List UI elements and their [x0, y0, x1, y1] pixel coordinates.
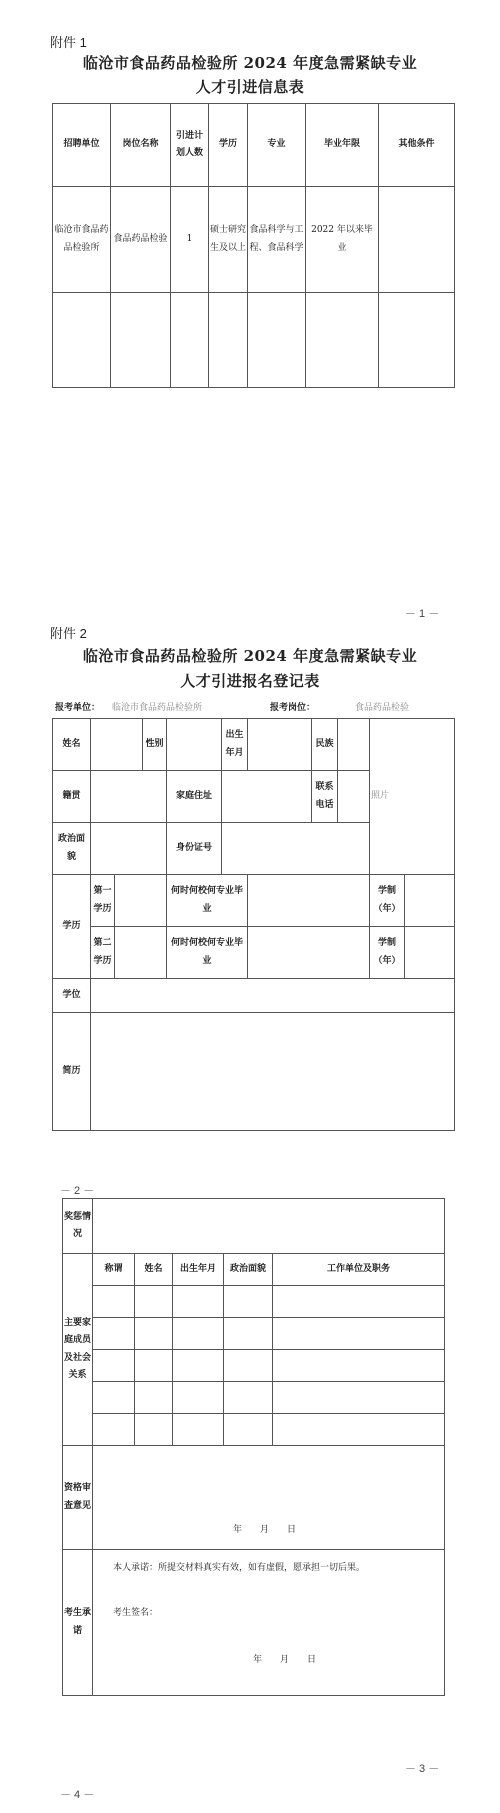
- family-cell: [273, 1286, 445, 1318]
- label-education: 学历: [53, 875, 91, 979]
- family-cell: [135, 1318, 173, 1350]
- page-number-1: － 1 －: [405, 608, 440, 620]
- label-resume: 简历: [53, 1013, 91, 1131]
- header-post: 岗位名称: [111, 104, 171, 187]
- label-review: 资格审查意见: [63, 1446, 93, 1550]
- cell-count: 1: [171, 187, 209, 293]
- label-duration-2: 学制（年）: [370, 927, 405, 979]
- family-cell: [273, 1382, 445, 1414]
- apply-post-value: 食品药品检验: [355, 703, 410, 713]
- header-other: 其他条件: [379, 104, 455, 187]
- label-native: 籍贯: [53, 771, 91, 823]
- promise-text: 本人承诺：所提交材料真实有效，如有虚假，愿承担一切后果。: [113, 1563, 366, 1573]
- family-cell: [224, 1318, 273, 1350]
- family-cell: [224, 1350, 273, 1382]
- field-duration-1: [405, 875, 455, 927]
- apply-unit-value: 临沧市食品药品检验所: [112, 703, 203, 713]
- family-cell: [93, 1414, 135, 1446]
- family-cell: [224, 1414, 273, 1446]
- label-name: 姓名: [53, 719, 91, 771]
- label-political: 政治面貌: [53, 823, 91, 875]
- family-cell: [135, 1382, 173, 1414]
- promise-cell: [93, 1550, 445, 1696]
- label-idno: 身份证号: [167, 823, 222, 875]
- family-cell: [224, 1382, 273, 1414]
- registration-form-table: [52, 718, 455, 1131]
- empty-cell: [53, 293, 111, 388]
- cell-unit: 临沧市食品药品检验所: [53, 187, 111, 293]
- family-header-name: 姓名: [135, 1254, 173, 1286]
- attachment-label-2: 附件 2: [50, 626, 87, 641]
- apply-post-label: 报考岗位：: [270, 703, 316, 713]
- family-cell: [93, 1318, 135, 1350]
- label-rewards: 奖惩情况: [63, 1199, 93, 1254]
- field-idno: [222, 823, 370, 875]
- family-cell: [93, 1350, 135, 1382]
- family-cell: [93, 1286, 135, 1318]
- field-second-edu: [115, 927, 167, 979]
- label-address: 家庭住址: [167, 771, 222, 823]
- family-cell: [273, 1318, 445, 1350]
- page2-title-line2: 人才引进报名登记表: [180, 672, 320, 690]
- header-major: 专业: [248, 104, 306, 187]
- empty-cell: [379, 293, 455, 388]
- family-cell: [173, 1350, 224, 1382]
- family-cell: [135, 1286, 173, 1318]
- field-first-edu: [115, 875, 167, 927]
- field-political: [91, 823, 167, 875]
- family-header-political: 政治面貌: [224, 1254, 273, 1286]
- field-rewards: [93, 1199, 445, 1254]
- empty-cell: [111, 293, 171, 388]
- page1-title-line1: 临沧市食品药品检验所 2024 年度急需紧缺专业: [82, 54, 418, 72]
- header-grad-year: 毕业年限: [306, 104, 379, 187]
- empty-cell: [306, 293, 379, 388]
- empty-cell: [171, 293, 209, 388]
- family-cell: [135, 1350, 173, 1382]
- field-school-2: [248, 927, 370, 979]
- label-when-where-1: 何时何校何专业毕业: [167, 875, 248, 927]
- cell-education: 硕士研究生及以上: [209, 187, 248, 293]
- page-number-4: － 4 －: [60, 1789, 95, 1801]
- header-education: 学历: [209, 104, 248, 187]
- header-count: 引进计划人数: [171, 104, 209, 187]
- family-cell: [273, 1414, 445, 1446]
- family-header-work: 工作单位及职务: [273, 1254, 445, 1286]
- header-unit: 招聘单位: [53, 104, 111, 187]
- field-duration-2: [405, 927, 455, 979]
- label-family: 主要家庭成员及社会关系: [63, 1254, 93, 1446]
- cell-post: 食品药品检验: [111, 187, 171, 293]
- label-duration-1: 学制（年）: [370, 875, 405, 927]
- apply-unit-label: 报考单位：: [55, 703, 101, 713]
- field-degree: [91, 979, 455, 1013]
- page-number-3: － 3 －: [405, 1763, 440, 1775]
- review-date: 年 月 日: [93, 1446, 445, 1550]
- field-name: [91, 719, 143, 771]
- label-gender: 性别: [143, 719, 167, 771]
- photo-box: 照片: [370, 719, 455, 875]
- family-cell: [173, 1286, 224, 1318]
- field-gender: [167, 719, 222, 771]
- page1-title-line2: 人才引进信息表: [195, 78, 305, 96]
- family-header-relation: 称谓: [93, 1254, 135, 1286]
- empty-cell: [209, 293, 248, 388]
- cell-grad-year: 2022 年以来毕业: [306, 187, 379, 293]
- label-promise: 考生承诺: [63, 1550, 93, 1696]
- family-cell: [173, 1414, 224, 1446]
- page-number-2: － 2 －: [60, 1185, 95, 1197]
- field-phone: [338, 771, 370, 823]
- cell-other: [379, 187, 455, 293]
- label-ethnicity: 民族: [312, 719, 338, 771]
- family-cell: [273, 1350, 445, 1382]
- label-phone: 联系电话: [312, 771, 338, 823]
- label-first-edu: 第一学历: [91, 875, 115, 927]
- label-second-edu: 第二学历: [91, 927, 115, 979]
- label-birth: 出生年月: [222, 719, 248, 771]
- family-header-birth: 出生年月: [173, 1254, 224, 1286]
- signature-label: 考生签名：: [113, 1608, 159, 1619]
- field-birth: [248, 719, 312, 771]
- field-school-1: [248, 875, 370, 927]
- family-cell: [93, 1382, 135, 1414]
- label-when-where-2: 何时何校何专业毕业: [167, 927, 248, 979]
- family-cell: [224, 1286, 273, 1318]
- field-address: [222, 771, 312, 823]
- family-cell: [173, 1382, 224, 1414]
- field-resume: [91, 1013, 455, 1131]
- field-native: [91, 771, 167, 823]
- cell-major: 食品科学与工程、食品科学: [248, 187, 306, 293]
- family-cell: [135, 1414, 173, 1446]
- attachment-label-1: 附件 1: [50, 35, 87, 50]
- page2-title-line1: 临沧市食品药品检验所 2024 年度急需紧缺专业: [82, 647, 418, 665]
- registration-form-table-continued: [62, 1198, 445, 1696]
- empty-cell: [248, 293, 306, 388]
- label-degree: 学位: [53, 979, 91, 1013]
- field-ethnicity: [338, 719, 370, 771]
- family-cell: [173, 1318, 224, 1350]
- promise-date: 年 月 日: [253, 1655, 317, 1666]
- talent-info-table: [52, 103, 455, 388]
